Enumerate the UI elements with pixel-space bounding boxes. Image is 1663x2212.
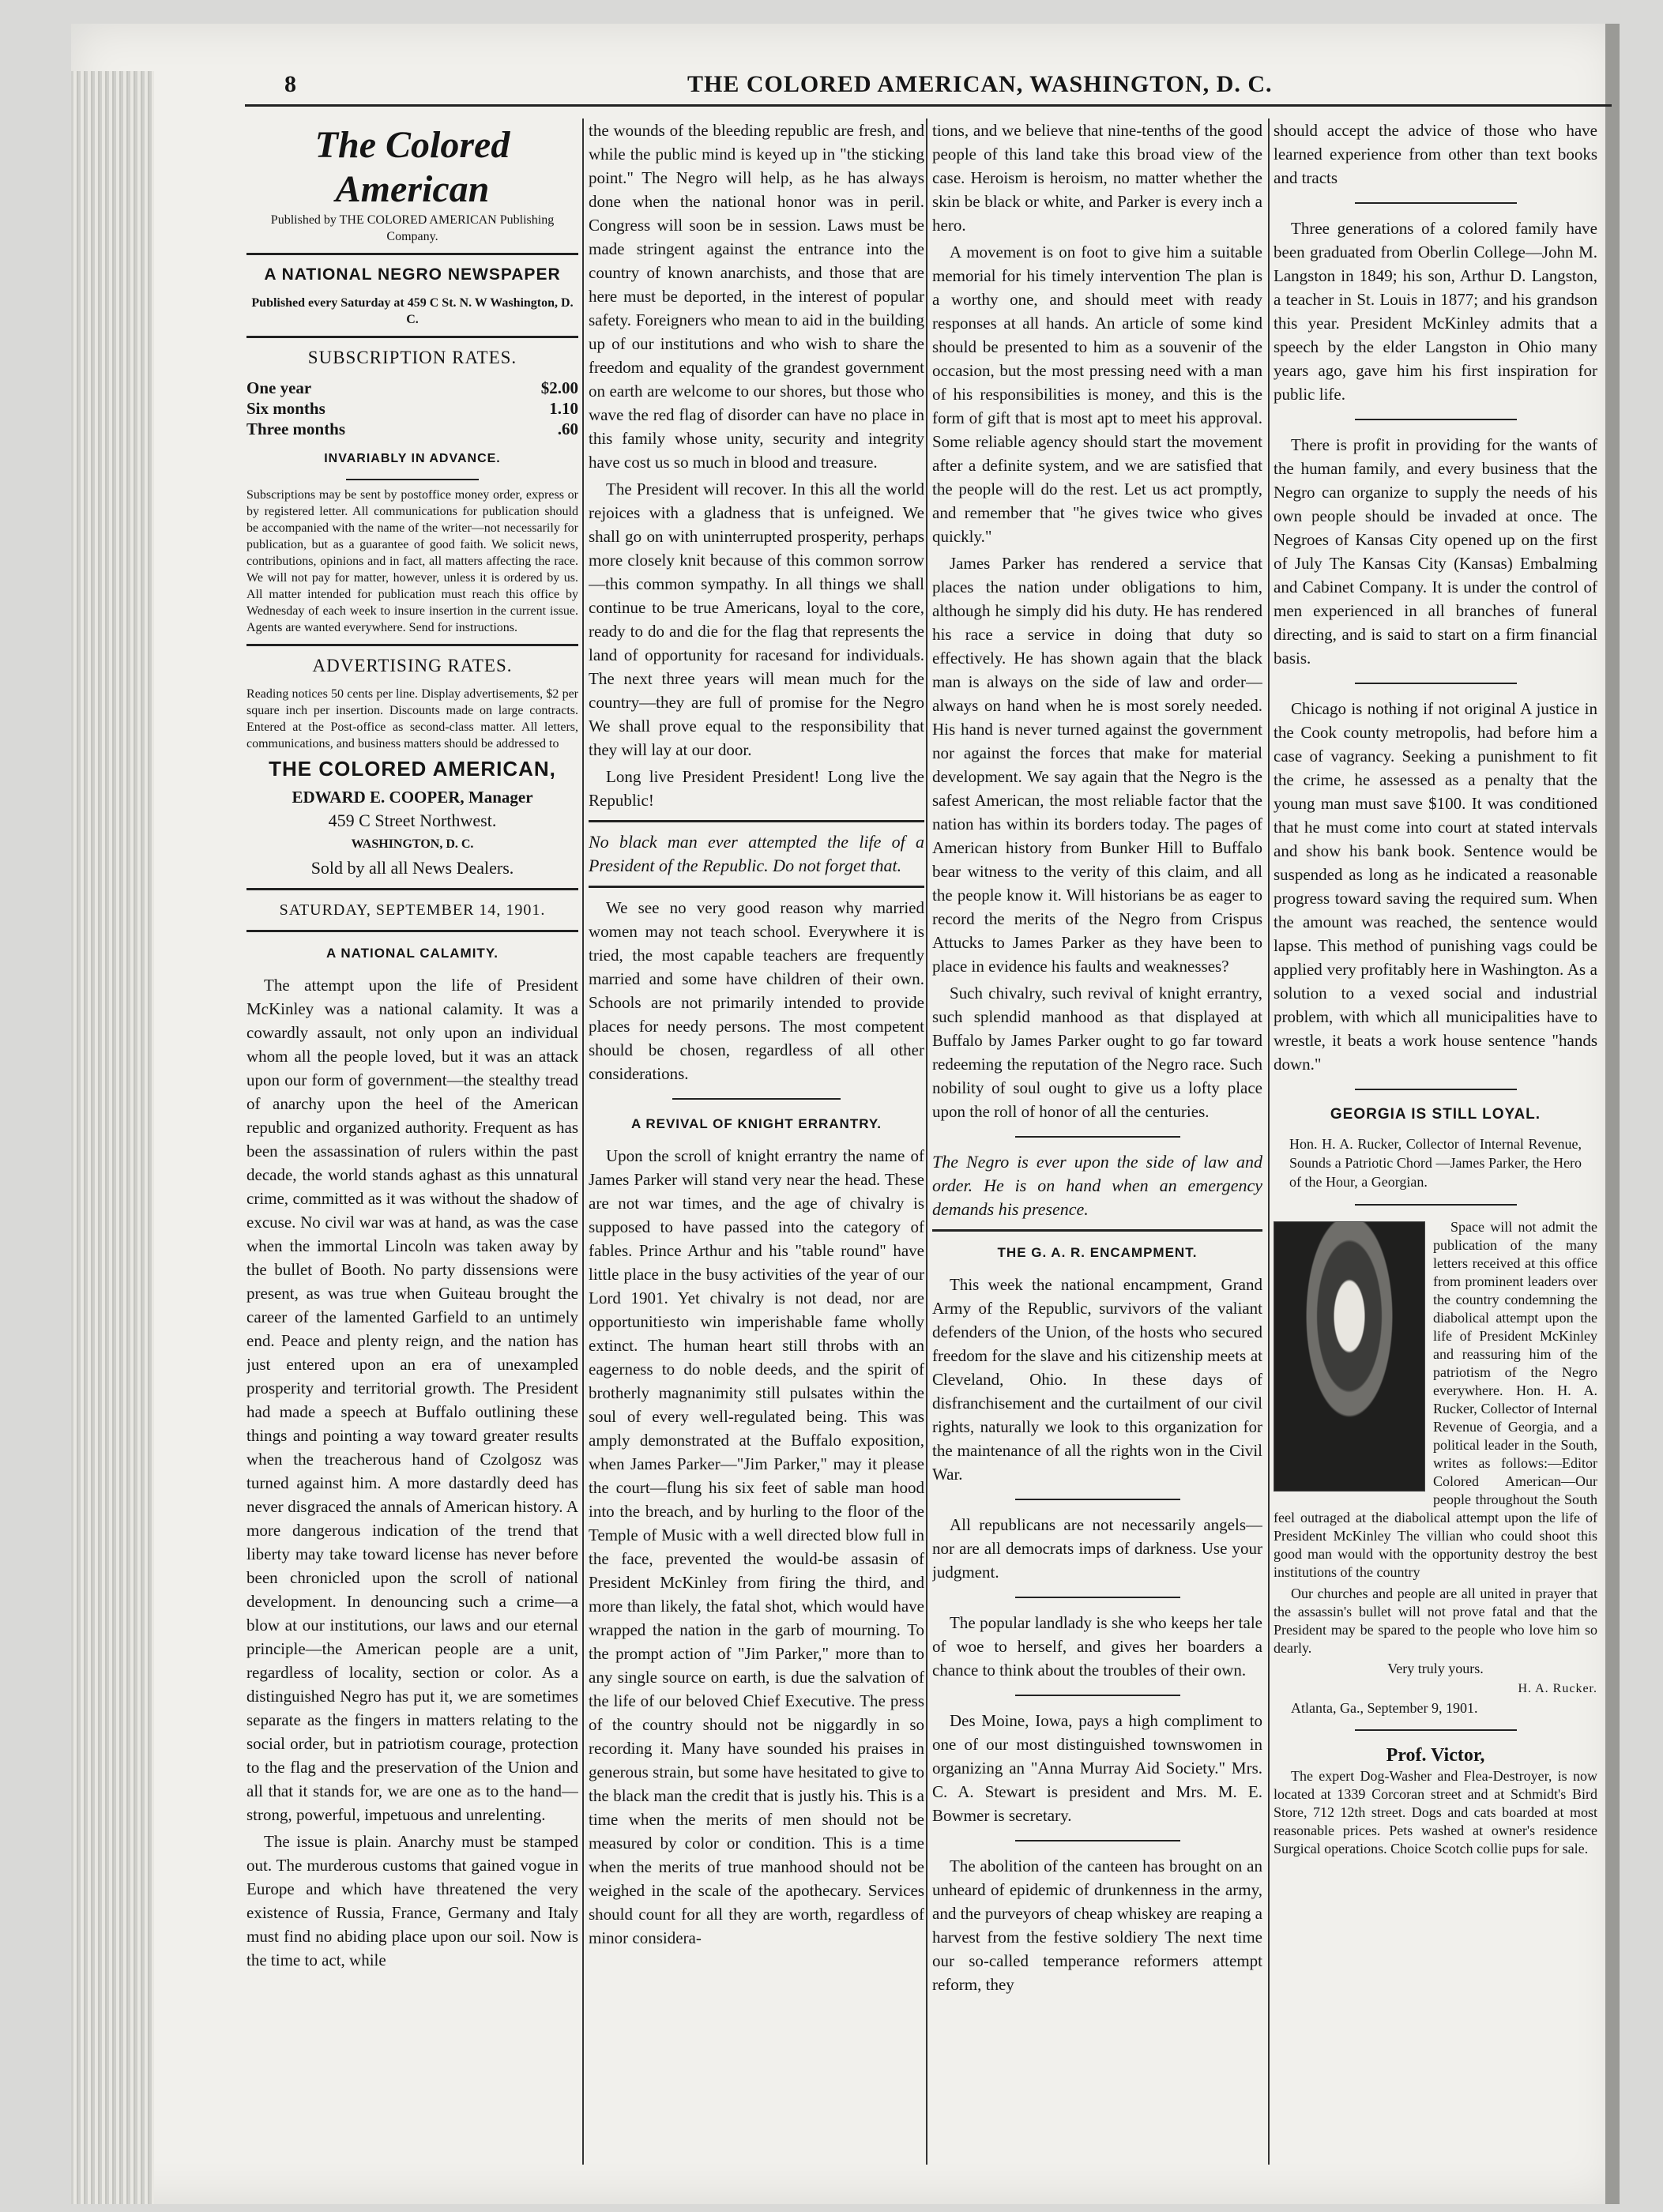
article-paragraph: Chicago is nothing if not original A justice in the Cook county metropolis, had before him a case of vagrancy. Seeking a punishment to fit the crime, he assessed as a penalty that the young man must save $100. It was conditioned that he must come into court at stated intervals and show his bank book. Sentence would be suspended as long as he indicated a reasonable progress toward saving the required sum. When the amount was reached, the sentence would lapse. This method of punishing vags could be applied very profitably here in Washington. As a solution to a vexed social and industrial problem, with which all municipalities have to wrestle, it beats a work house sentence "hands down." [1274,699,1597,1074]
headline-georgia: GEORGIA IS STILL LOYAL. [1330,1106,1541,1123]
article-paragraph: Space will not admit the publication of the many letters received at this office from prominent leaders over the country condemning the diabolical attempt upon the life of President McKinley and reassuring him of the patriotism of the Negro everywhere. Hon. H. A. Rucker, Collector of Internal Revenue of Georgia, and a political leader in the South, writes as follows:—Editor Colored American—Our people throughout the South feel outraged at the diabolical attempt upon the life of President McKinley The villian who could shoot this good man would with the opportunity destroy the best institutions of the country [1274,1219,1597,1580]
article-paragraph: Three generations of a colored family have been graduated from Oberlin College—John M. Langston in 1849; his son, Arthur D. Langston, a teacher in St. Louis in 1877; and his grandson this year. President McKinley admits that a speech by the elder Langston in Ohio many years ago, gave him his first inspiration for public life. [1274,219,1597,404]
article-subhead: Hon. H. A. Rucker, Collector of Internal Revenue, Sounds a Patriotic Chord —James Parker, the Hero of the Hour, a Georgian. [1289,1136,1582,1190]
article-paragraph: tions, and we believe that nine-tenths of the good people of this land take this broad view of the case. Heroism is heroism, no matter whether the skin be black or white, and Parker is every inch a hero. [932,121,1262,235]
article-paragraph: Des Moine, Iowa, pays a high compliment to one of our most distinguished townswomen in organizing an "Anna Murray Aid Society." Mrs. C. A. Stewart is president and Mrs. M. E. Bowmer is secretary. [932,1711,1262,1825]
page-edge [1605,24,1620,2204]
rate-label: One year [246,378,312,397]
separator [589,886,924,888]
portrait-photo [1274,1221,1425,1492]
separator [1355,202,1517,204]
article-paragraph: Long live President President! Long live the Republic! [589,767,924,810]
article-paragraph: A movement is on foot to give him a suitable memorial for his timely intervention The plan is a worthy one, and should meet with ready responses at all hands. An article of some kind should be presented to him as a souvenir of the occasion, but the most pressing need with a man of his responsibilities is money, and this is the form of gift that is most apt to meet his approval. Some reliable agency should start the movement after a definite system, and we are satisfied that the people will do the rest. Let us act promptly, and remember that "he gives twice who gives quickly." [932,243,1262,546]
separator [346,479,479,480]
dateline: Atlanta, Ga., September 9, 1901. [1291,1700,1478,1716]
separator [246,930,578,932]
separator [246,253,578,255]
rate-price: .60 [557,419,578,438]
advance-note: INVARIABLY IN ADVANCE. [324,452,501,465]
article-paragraph: should accept the advice of those who have learned experience from other than text books and tracts [1274,121,1597,187]
header-title: THE COLORED AMERICAN, WASHINGTON, D. C. [687,71,1273,97]
sold-line: Sold by all all News Dealers. [310,858,514,878]
separator [1355,419,1517,420]
advertising-notes: Reading notices 50 cents per line. Display advertisements, $2 per square inch per insertion. Discounts made on large contracts. Entered at the Post-office as second-class matter. All letters, communications, and business matters should be addressed to [246,687,578,750]
rate-row [246,419,578,439]
article-paragraph: Such chivalry, such revival of knight errantry, such splendid manhood as that displayed at Buffalo by James Parker ought to go far toward redeeming the reputation of the Negro race. Such nobility of soul ought to give us a lofty place upon the roll of honor of all the centuries. [932,984,1262,1121]
separator [1355,1204,1517,1206]
rate-price: 1.10 [549,399,578,418]
article-paragraph: Upon the scroll of knight errantry the name of James Parker will stand very near the head. These are not war times, and the age of chivalry is supposed to have passed into the category of fables. Prince Arthur and his "table round" have little place in the busy activities of the year of our Lord 1901. Yet chivalry is not dead, nor are opportunitiesto win imperishable fame wholly extinct. The human heart still throbs with an eagerness to do noble deeds, and the spirit of brotherly magnanimity still pulsates within the soul of every well-regulated being. This was amply demonstrated at the Buffalo exposition, when James Parker—"Jim Parker," may it please the court—flung his six feet of sable man hood into the breach, and by hurling to the floor of the Temple of Music with a well directed blow full in the face, prevented the would-be assasin of President McKinley from firing the third, and more than likely, the fatal shot, which would have wrapped the nation in the garb of mourning. To the prompt action of "Jim Parker," more than to any single source on earth, is due the salvation of the life of our beloved Chief Executive. The press of the country should not be niggardly in so recording it. Many have sounded his praises in generous strain, but some have hesitated to give to the black man the credit that is justly his. This is a time when the merits of men should not be measured by color or condition. This is a time when the merits of true manhood should not be weighed in the scale of the apothecary. Services should count for all they are worth, regardless of minor considera- [589,1146,924,1947]
closing: Very truly yours. [1387,1661,1484,1676]
article-paragraph: There is profit in providing for the wants of the human family, and every business that the Negro can organize to supply the needs of his own people should be invaded at once. The Negroes of Kansas City opened up on the first of July The Kansas City (Kansas) Embalming and Cabinet Company. It is under the control of men experienced in all branches of funeral directing, and is said to start on a firm financial basis. [1274,435,1597,668]
page-header [245,71,1612,95]
separator [1355,1089,1517,1090]
tagline: A NATIONAL NEGRO NEWSPAPER [264,265,561,284]
masthead: The Colored American [314,124,510,210]
advertising-title: ADVERTISING RATES. [312,656,513,675]
manager-line: EDWARD E. COOPER, Manager [292,788,533,807]
separator [246,888,578,890]
column-2 [589,118,924,2165]
article-paragraph: This week the national encampment, Grand Army of the Republic, survivors of the valiant defenders of the Union, of the hosts who secured freedom for the slave and his citizenship meets at Cleveland, Ohio. In these days of disfranchisement and the curtailment of our civil rights, naturally we look to this organization for the maintenance of all the rights won in the Civil War. [932,1275,1262,1484]
article-paragraph: the wounds of the bleeding republic are fresh, and while the public mind is keyed up in "the sticking point." The Negro will help, as he has always done when the national honor was in peril. Congress will soon be in session. Laws must be made stringent against the entrance into the country of known anarchists, and those that are here must be deported, in the interest of popular safety. Foreigners who mean to aid in the building up of our institutions and who wish to share the freedom and equality of the grandest government on earth are welcome to our shores, but those who wave the red flag of disorder can have no place in this family whose unity, security and integrity have cost us so much in blood and treasure. [589,121,924,472]
street-address: 459 C Street Northwest. [328,811,497,830]
separator [1015,1597,1180,1598]
separator [1355,1729,1517,1731]
address-name: THE COLORED AMERICAN, [269,757,556,781]
editorial-quote: The Negro is ever upon the side of law and order. He is on hand when an emergency demands his presence. [932,1152,1262,1219]
article-paragraph: The issue is plain. Anarchy must be stamped out. The murderous customs that gained vogue in Europe and which have threatened the very existence of Russia, France, Germany and Italy must find no abiding place upon our soil. Now is the time to act, while [246,1832,578,1969]
rate-row [246,398,578,419]
article-paragraph: The popular landlady is she who keeps her tale of woe to herself, and gives her boarders a chance to think about the troubles of their own. [932,1613,1262,1680]
separator [1355,683,1517,684]
article-paragraph: James Parker has rendered a service that places the nation under obligations to him, although he simply did his duty. He has rendered his race a service in doing that duty so effectively. He has shown again that the black man is always on the side of law and order—always on hand when he is most sorely needed. His hand is never turned against the government nor against the forces that make for material development. We say again that the Negro is the safest American, the most reliable factor that the nation has within its borders today. The pages of American history from Bunker Hill to Buffalo bear witness to the verity of this claim, and all the people know it. Will historians be as eager to record the merits of the Negro from Crispus Attucks to James Parker as they have been to place in evidence his faults and weaknesses? [932,554,1262,976]
page-number: 8 [284,71,296,97]
article-paragraph: The abolition of the canteen has brought on an unheard of epidemic of drunkenness in the army, and the purveyors of cheap whiskey are reaping a harvest from the festive soldiery The next time our so-called temperance reformers attempt reform, they [932,1856,1262,1994]
rate-label: Three months [246,419,346,438]
rate-row [246,378,578,398]
headline-gar: THE G. A. R. ENCAMPMENT. [997,1245,1198,1260]
binding-edge [71,71,154,2204]
ad-text: The expert Dog-Washer and Flea-Destroyer, is now located at 1339 Corcoran street and at Schmidt's Bird Store, 712 12th street. Dogs and cats boarded at most reasonable prices. Pets washed at owner's residence Surgical operations. Choice Scotch collie pups for sale. [1274,1768,1597,1856]
headline-knight-errantry: A REVIVAL OF KNIGHT ERRANTRY. [630,1116,882,1131]
subscription-title: SUBSCRIPTION RATES. [307,348,517,367]
editorial-quote: No black man ever attempted the life of a President of the Republic. Do not forget that. [589,832,924,875]
rate-price: $2.00 [540,378,578,397]
rate-label: Six months [246,399,325,418]
ad-title: Prof. Victor, [1386,1745,1485,1766]
city-line: WASHINGTON, D. C. [351,837,474,851]
article-paragraph: All republicans are not necessarily angels—nor are all democrats imps of darkness. Use your judgment. [932,1515,1262,1582]
separator [246,336,578,338]
column-3 [932,118,1262,2165]
column-rule [1268,118,1270,2165]
separator [1015,1695,1180,1696]
column-rule [926,118,927,2165]
separator [932,1229,1262,1232]
article-paragraph: The attempt upon the life of President McKinley was a national calamity. It was a cowardly assault, not only upon an individual whom all the people loved, but it was an attack upon our form of government—the stealthy tread of anarchy upon the heel of the American republic and organized authority. Frequent as has been the assassination of rulers within the past decade, the world stands aghast as this unnatural crime, committed as it was without the shadow of excuse. No civil war was at hand, as was the case when the immortal Lincoln was taken away by the bullet of Booth. No party dissensions were present, as was true when Guiteau brought the career of the lamented Garfield to an untimely end. Peace and plenty reign, and the nation has just entered upon an era of unexampled prosperity and territorial growth. The President had made a speech at Buffalo outlining these things and pointing a way toward greater results when the treacherous hand of Czolgosz was turned against him. A more dastardly deed has never disgraced the annals of American history. A more dangerous indication of the trend that liberty may take toward license has never before been chronicled upon the scroll of national development. In denouncing such a crime—a blow at our institutions, our laws and our eternal principle—the American people are a unit, regardless of locality, section or color. As a distinguished Negro has put it, we are sometimes separate as the fingers in matters relating to the social order, but in patriotism courage, protection to the flag and the preservation of the Union and all that it stands for, we are one as to the hand—strong, powerful, impetuous and unrelenting. [246,976,578,1824]
rates-table [246,378,578,439]
issue-date: SATURDAY, SEPTEMBER 14, 1901. [279,901,546,919]
column-rule [582,118,584,2165]
column-1 [246,118,578,2165]
separator [672,1098,841,1100]
separator [1015,1136,1180,1138]
separator [1015,1499,1180,1500]
published-line: Published every Saturday at 459 C St. N. W Washington, D. C. [251,296,574,326]
separator [246,644,578,646]
article-paragraph: We see no very good reason why married women may not teach school. Everywhere it is tried, the most capable teachers are frequently married and some have children of their own. Schools are not primarily intended to provide places for needy persons. The most competent should be chosen, regardless of all other considerations. [589,898,924,1083]
headline-calamity: A NATIONAL CALAMITY. [325,946,499,961]
signer: H. A. Rucker. [1518,1682,1597,1695]
article-paragraph: Our churches and people are all united in prayer that the assassin's bullet will not prove fatal and that the President may be spared to the people who love him so dearly. [1274,1586,1597,1656]
separator [1015,1840,1180,1841]
column-4 [1274,118,1597,2165]
separator [589,820,924,822]
header-rule [245,104,1612,107]
subscription-notes: Subscriptions may be sent by postoffice money order, express or by registered letter. All communications for publication should be accompanied with the name of the writer—not necessarily for publication, but as a guarantee of good faith. We solicit news, contributions, opinions and in fact, all matters affecting the race. We will not pay for matter, however, unless it is ordered by us. All matter intended for publication must reach this office by Wednesday of each week to insure insertion in the current issue. Agents are wanted everywhere. Send for instructions. [246,488,578,634]
publisher-line: Published by THE COLORED AMERICAN Publishing Company. [270,213,555,243]
article-paragraph: The President will recover. In this all the world rejoices with a gladness that is unfeigned. We shall go on with uninterrupted prosperity, perhaps more closely knit because of this common sorrow—this common sympathy. In all things we shall continue to be true Americans, loyal to the core, ready to do and die for the flag that represents the land of opportunity for racesand for individuals. The next three years will mean much for the country—they are full of promise for the Negro We shall prove equal to the responsibility that they will lay at our door. [589,480,924,759]
